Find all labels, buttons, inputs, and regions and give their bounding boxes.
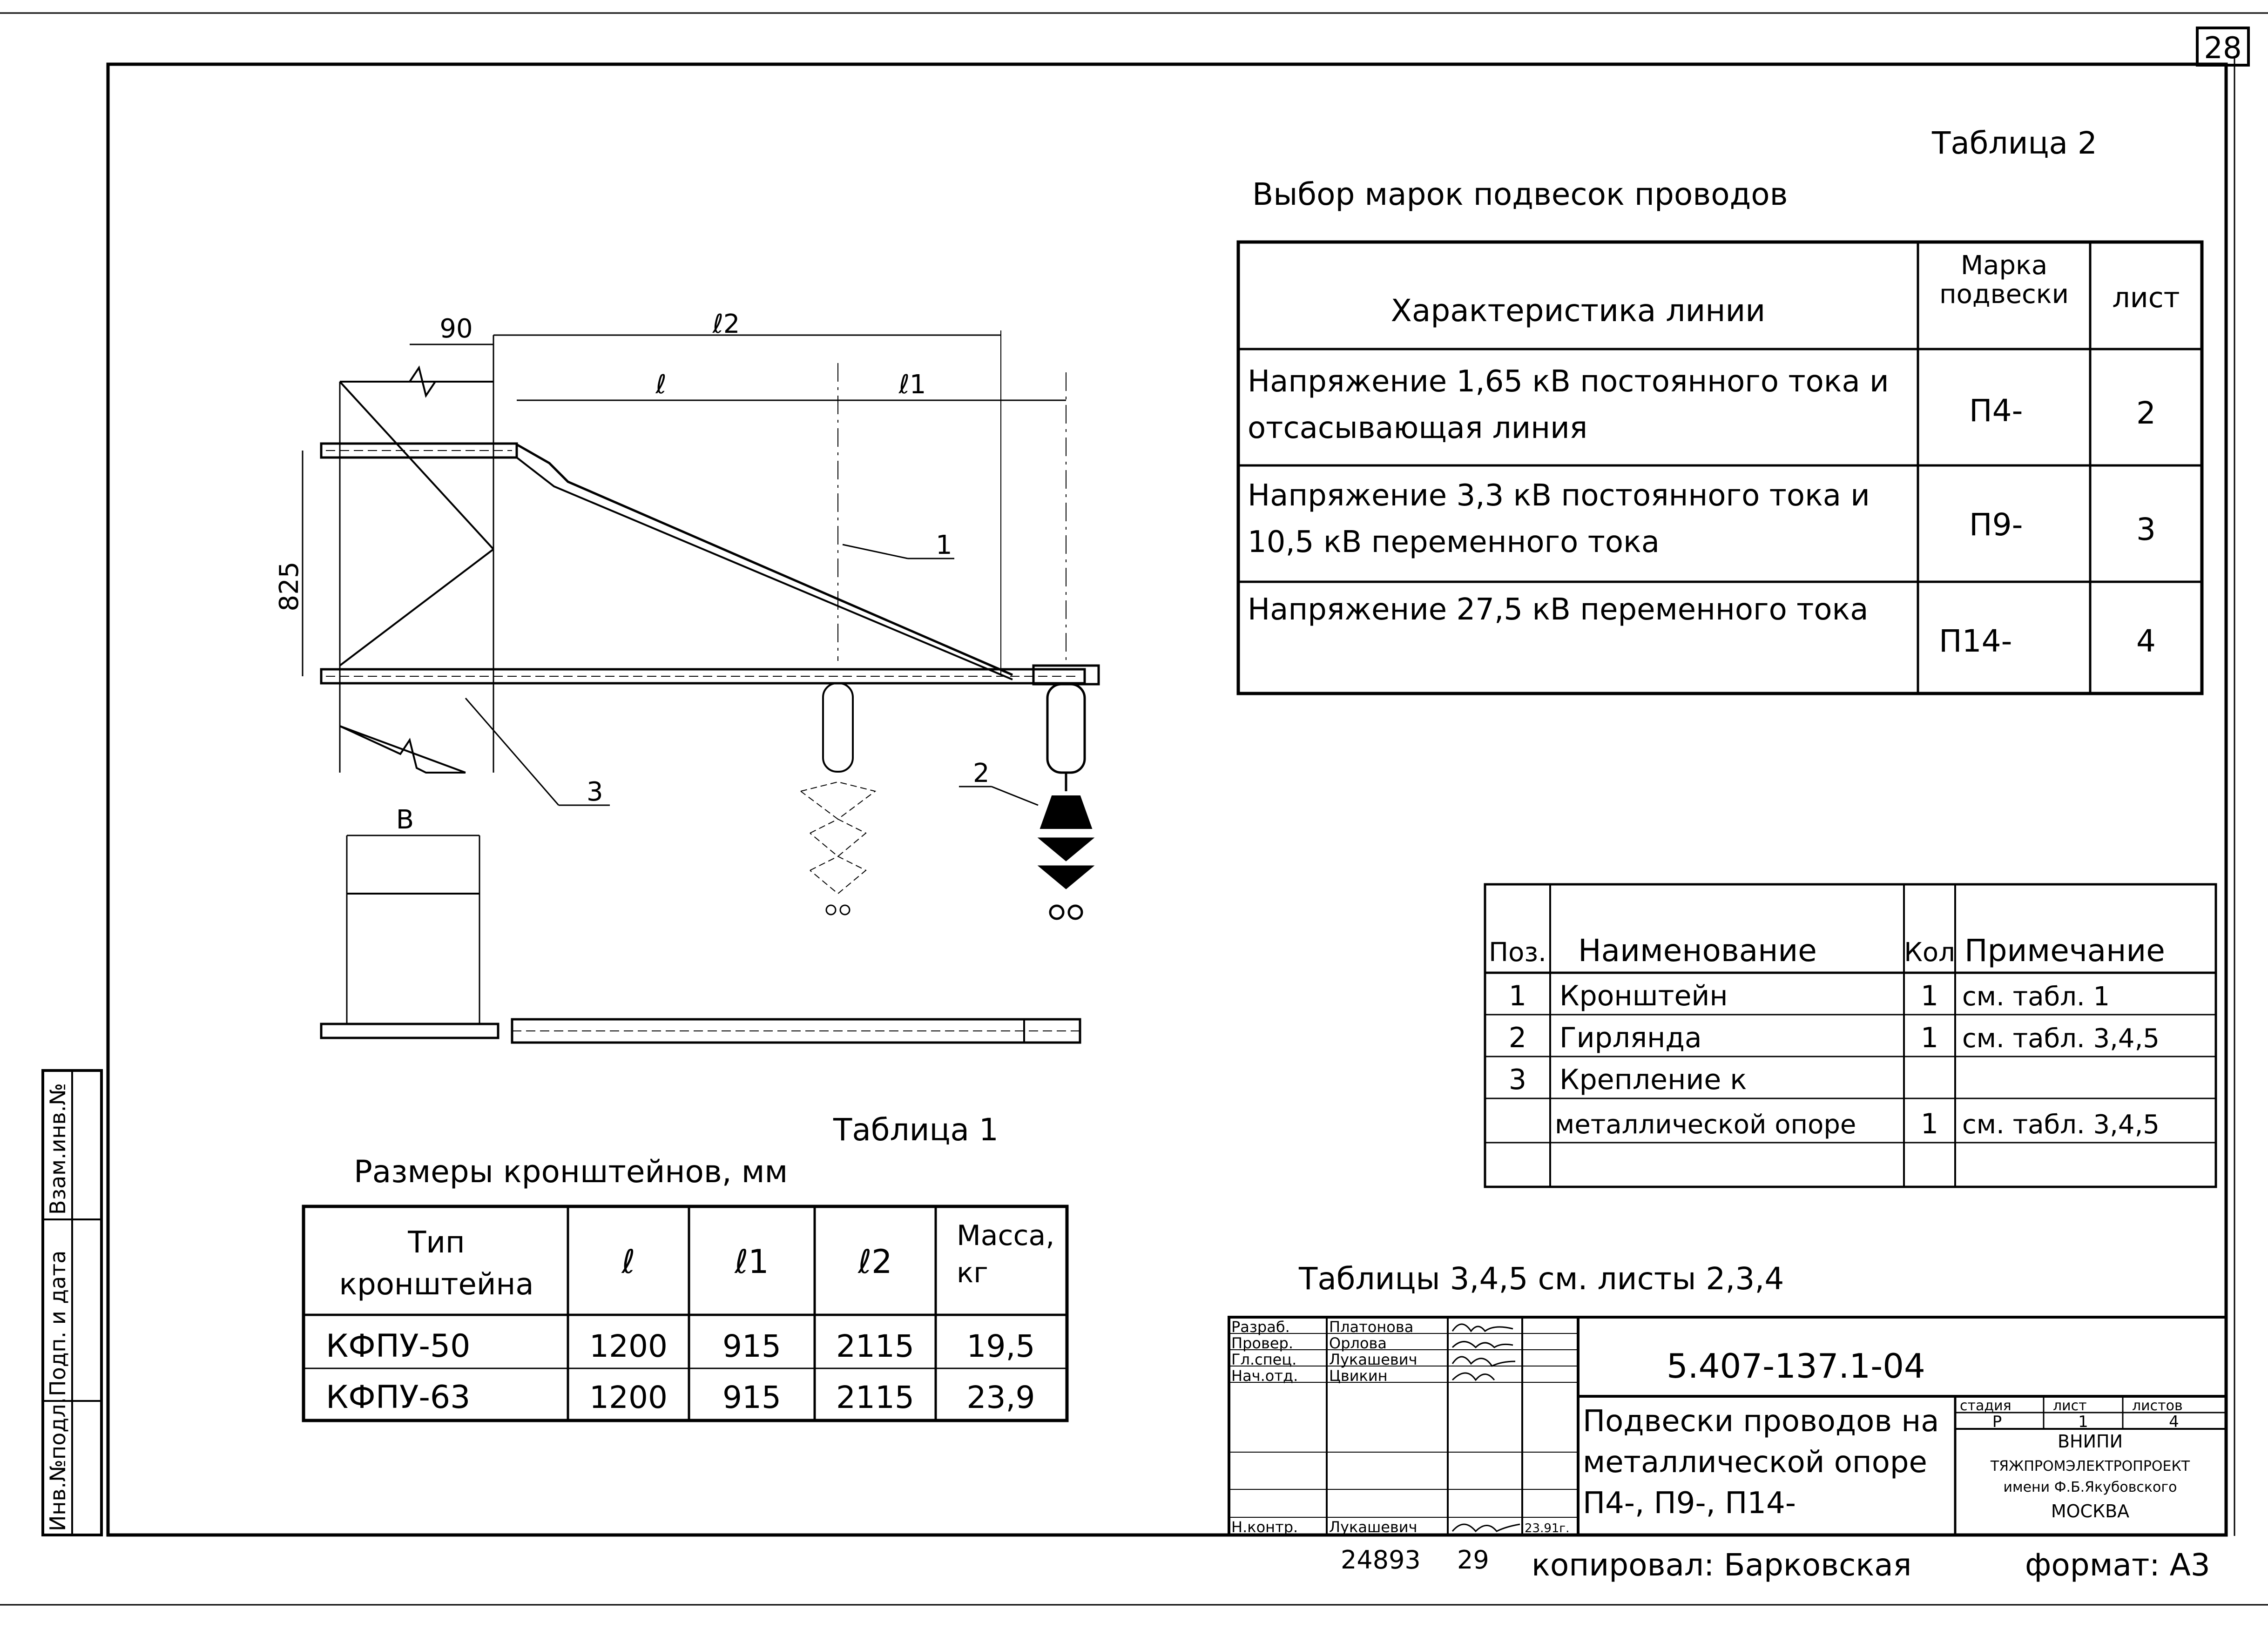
table1-header-l: ℓ: [621, 1243, 635, 1281]
tb-stage-value: Р: [1992, 1413, 2002, 1431]
side-stamp-inv: Инв.№подл.: [45, 1397, 70, 1531]
table2-row-2-mark: П9-: [1969, 507, 2023, 543]
dim-l2-label: ℓ2: [712, 309, 740, 339]
table2-row-1-mark: П4-: [1969, 393, 2023, 429]
spec-row-3-pos: 3: [1508, 1064, 1527, 1096]
table2-header-characteristic: Характеристика линии: [1390, 293, 1766, 329]
pos-3-label: 3: [587, 777, 603, 807]
spec-row-2-pos: 2: [1508, 1022, 1527, 1054]
tb-org-4: МОСКВА: [2051, 1501, 2130, 1521]
tb-name: Подвески проводов на металлической опоре П4-, П9-, П14-: [1583, 1404, 1939, 1521]
table1-row-2-l: 1200: [589, 1380, 668, 1415]
spec-row-1-note: см. табл. 1: [1962, 982, 2110, 1012]
spec-header-pos: Поз.: [1489, 937, 1546, 968]
pos-2-label: 2: [973, 758, 990, 788]
table2-row-3-sheet: 4: [2136, 623, 2156, 659]
side-stamp-sign: Подп. и дата: [45, 1250, 70, 1396]
dim-b-label: B: [396, 805, 414, 835]
table1-row-2-type: КФПУ-63: [326, 1379, 471, 1416]
table2-row-3-characteristic: Напряжение 27,5 кВ переменного тока: [1248, 592, 1869, 627]
dim-l-label: ℓ: [655, 370, 667, 400]
tb-role-2: Провер.: [1231, 1334, 1293, 1352]
table1-row-1-type: КФПУ-50: [326, 1328, 471, 1365]
tb-person-2: Орлова: [1329, 1334, 1387, 1352]
table1-row-2-mass: 23,9: [966, 1380, 1035, 1415]
table2-row-2-sheet: 3: [2136, 512, 2156, 547]
table2-caption: Таблица 2: [1932, 125, 2097, 161]
spec-row-1-qty: 1: [1920, 980, 1939, 1012]
tb-sheets-value: 4: [2169, 1413, 2179, 1431]
tb-sheets-header: листов: [2132, 1398, 2183, 1414]
table2-row-3-mark: П14-: [1939, 623, 2012, 659]
tb-role-4: Нач.отд.: [1231, 1367, 1298, 1385]
tb-role-1: Разраб.: [1231, 1318, 1290, 1336]
tb-sheet-header: лист: [2053, 1398, 2087, 1414]
sheet-format: формат: А3: [2025, 1547, 2210, 1583]
spec-row-4-qty: 1: [1920, 1108, 1939, 1140]
tb-date: 23.91г.: [1525, 1521, 1570, 1535]
sheet-number: 28: [2204, 31, 2242, 66]
tb-person-5: Лукашевич: [1329, 1518, 1418, 1536]
bracket-drawing: [303, 330, 1099, 1043]
spec-row-2-note: см. табл. 3,4,5: [1962, 1023, 2160, 1054]
table1-header-l2: ℓ2: [858, 1243, 892, 1281]
spec-row-4-name: металлической опоре: [1555, 1110, 1856, 1140]
dim-825-label: 825: [274, 561, 304, 612]
dim-l1-label: ℓ1: [898, 370, 926, 400]
spec-row-3-name: Крепление к: [1559, 1064, 1747, 1096]
spec-row-2-name: Гирлянда: [1559, 1022, 1702, 1054]
table1-row-2-l2: 2115: [836, 1380, 914, 1415]
tb-role-3: Гл.спец.: [1231, 1351, 1297, 1368]
tb-sheet-value: 1: [2078, 1413, 2088, 1431]
copied-by: копировал: Барковская: [1532, 1547, 1912, 1583]
spec-header-name: Наименование: [1578, 933, 1817, 969]
tb-person-4: Цвикин: [1329, 1367, 1388, 1385]
table1-row-2-l1: 915: [722, 1380, 781, 1415]
inventory-suffix: 29: [1457, 1545, 1489, 1575]
table1-header-type: Тип кронштейна: [339, 1225, 534, 1302]
table1-row-1-l1: 915: [722, 1328, 781, 1364]
table1-caption: Таблица 1: [833, 1112, 999, 1148]
tb-code: 5.407-137.1-04: [1667, 1346, 1925, 1386]
table2-row-1-characteristic: Напряжение 1,65 кВ постоянного тока и отсасывающая линия: [1248, 364, 1889, 445]
tb-role-5: Н.контр.: [1231, 1518, 1298, 1536]
spec-row-1-name: Кронштейн: [1559, 980, 1728, 1012]
tb-org-2: ТЯЖПРОМЭЛЕКТРОПРОЕКТ: [1990, 1458, 2190, 1474]
tb-person-1: Платонова: [1329, 1318, 1414, 1336]
spec-header-qty: Кол: [1904, 937, 1955, 968]
tb-stage-header: стадия: [1960, 1398, 2012, 1414]
spec-row-4-note: см. табл. 3,4,5: [1962, 1110, 2160, 1140]
note-tables: Таблицы 3,4,5 см. листы 2,3,4: [1299, 1261, 1784, 1297]
spec-row-1-pos: 1: [1508, 980, 1527, 1012]
signatures: [1452, 1324, 1520, 1531]
side-stamp: [43, 1070, 101, 1535]
table2-title: Выбор марок подвесок проводов: [1252, 176, 1788, 212]
tb-org-3: имени Ф.Б.Якубовского: [2003, 1479, 2177, 1495]
table2-header-mark: Марка подвески: [1939, 251, 2069, 310]
spec-header-note: Примечание: [1964, 933, 2165, 969]
table1-header-l1: ℓ1: [735, 1243, 769, 1281]
pos-1-label: 1: [936, 530, 952, 560]
tb-person-3: Лукашевич: [1329, 1351, 1418, 1368]
inventory-number: 24893: [1341, 1545, 1421, 1575]
table1-row-1-l: 1200: [589, 1328, 668, 1364]
spec-row-2-qty: 1: [1920, 1022, 1939, 1054]
tb-org-1: ВНИПИ: [2057, 1431, 2123, 1452]
table1-title: Размеры кронштейнов, мм: [354, 1154, 788, 1190]
side-stamp-replace: Взам.инв.№: [45, 1083, 70, 1215]
table2-row-2-characteristic: Напряжение 3,3 кВ постоянного тока и 10,5 кВ переменного тока: [1248, 478, 1870, 559]
table2-header-sheet: лист: [2112, 282, 2180, 314]
dim-90-label: 90: [439, 314, 473, 344]
table1-row-1-l2: 2115: [836, 1328, 914, 1364]
table2-row-1-sheet: 2: [2136, 395, 2156, 431]
table1-header-mass: Масса, кг: [957, 1219, 1055, 1289]
table1-row-1-mass: 19,5: [966, 1328, 1035, 1364]
